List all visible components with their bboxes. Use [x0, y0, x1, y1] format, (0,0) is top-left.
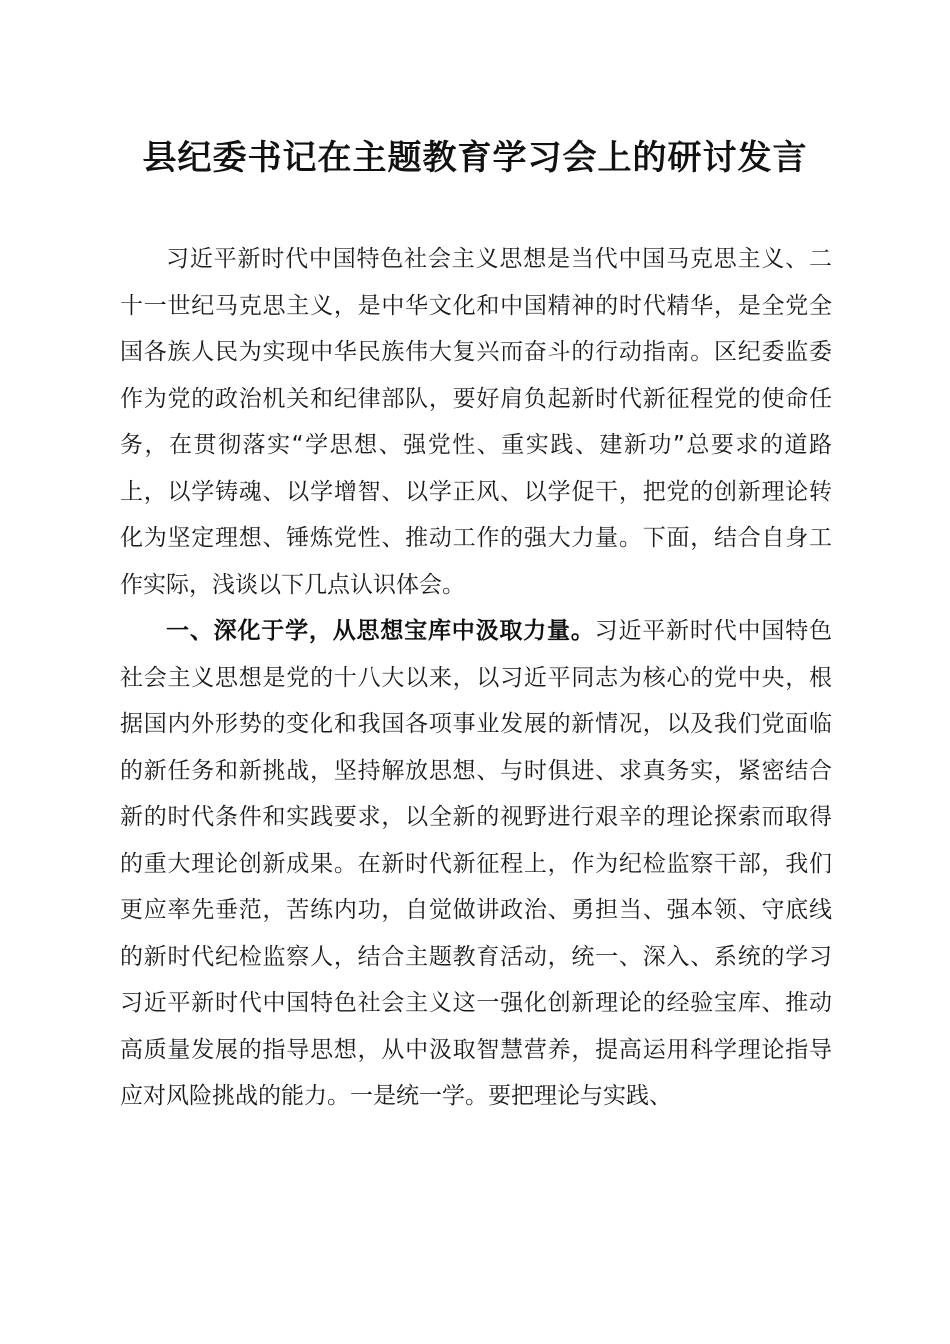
paragraph-text: 习近平新时代中国特色社会主义思想是当代中国马克思主义、二十一世纪马克思主义，是中华文化和中国精神的时代精华，是全党全国各族人民为实现中华民族伟大复兴而奋斗的行动指南。区纪委监委作为党的政治机关和纪律部队，要好肩负起新时代新征程党的使命任务，在贯彻落实“学思想、强党性、重实践、建新功”总要求的道路上，以学铸魂、以学增智、以学正风、以学促干，把党的创新理论转化为坚定理想、锤炼党性、推动工作的强大力量。下面，结合自身工作实际，浅谈以下几点认识体会。 — [120, 246, 832, 598]
paragraph-intro — [120, 236, 832, 608]
document-body — [120, 236, 832, 1120]
document-title: 县纪委书记在主题教育学习会上的研讨发言 — [142, 138, 808, 178]
paragraph-text: 习近平新时代中国特色社会主义思想是党的十八大以来，以习近平同志为核心的党中央，根据国内外形势的变化和我国各项事业发展的新情况，以及我们党面临的新任务和新挑战，坚持解放思想、与时俱进、求真务实，紧密结合新的时代条件和实践要求，以全新的视野进行艰辛的理论探索而取得的重大理论创新成果。在新时代新征程上，作为纪检监察干部，我们更应率先垂范，苦练内功，自觉做讲政治、勇担当、强本领、守底线的新时代纪检监察人，结合主题教育活动，统一、深入、系统的学习习近平新时代中国特色社会主义这一强化创新理论的经验宝库、推动高质量发展的指导思想，从中汲取智慧营养，提高运用科学理论指导应对风险挑战的能力。一是统一学。要把理论与实践、 — [120, 618, 833, 1109]
paragraph-section-one — [120, 608, 832, 1120]
section-heading: 一、深化于学，从思想宝库中汲取力量。 — [166, 618, 595, 644]
